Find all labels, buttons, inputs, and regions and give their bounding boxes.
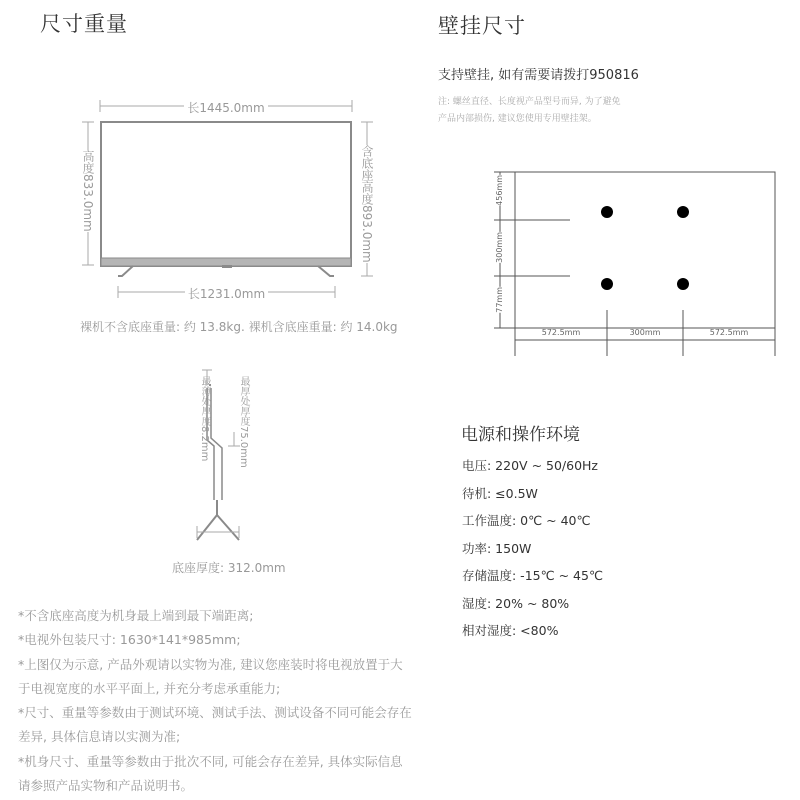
spec-voltage: 电压: 220V ~ 50/60Hz [462,458,598,473]
tv-foot-left [118,266,133,276]
tv-front-outline [101,122,351,266]
spec-operating-temp: 工作温度: 0℃ ~ 40℃ [462,513,591,528]
note-line: *上图仅为示意, 产品外观请以实物为准, 建议您座装时将电视放置于大 [18,656,403,672]
note-line: 请参照产品实物和产品说明书。 [18,778,194,794]
mount-vertical-label: 300mm [495,232,504,263]
height-with-base-label: 含底座高度893.0mm [360,145,374,263]
tv-foot-right [318,266,334,276]
weight-text: 裸机不含底座重量: 约 13.8kg. 裸机含底座重量: 约 14.0kg [80,320,398,334]
power-spec-list [462,456,603,649]
size-section-title: 尺寸重量 [40,12,128,36]
mount-vertical-label: 77mm [495,287,504,313]
wall-mount-note-line: 注: 螺丝直径、长度视产品型号而异, 为了避免 [438,97,621,107]
mount-horizontal-label: 572.5mm [541,328,581,337]
note-line: 差异, 具体信息请以实测为准; [18,729,181,745]
base-depth-label: 底座厚度: 312.0mm [172,561,286,575]
top-thickness-label: 最薄处厚度8.2mm [199,376,210,462]
mount-hole [601,278,613,290]
spec-power: 功率: 150W [462,540,532,556]
spec-humidity: 湿度: 20% ~ 80% [462,595,570,611]
spec-storage-temp: 存储温度: -15℃ ~ 45℃ [462,568,604,583]
note-line: *机身尺寸、重量等参数由于批次不同, 可能会存在差异, 具体实际信息 [18,753,403,769]
mount-hole [677,278,689,290]
base-width-label: 长1231.0mm [185,287,268,301]
mount-hole [677,206,689,218]
spec-standby: 待机: ≤0.5W [462,485,538,501]
note-line: 于电视宽度的水平平面上, 并充分考虑承重能力; [18,680,281,696]
note-line: *尺寸、重量等参数由于测试环境、测试手法、测试设备不同可能会存在 [18,705,412,721]
wall-mount-title: 壁挂尺寸 [438,14,526,38]
mount-horizontal-label: 572.5mm [709,328,749,337]
mount-horizontal-label: 300mm [629,328,661,337]
note-line: *不含底座高度为机身最上端到最下端距离; [18,608,254,623]
mount-panel-outline [515,172,775,328]
height-label: 高度833.0mm [81,150,95,232]
power-title: 电源和操作环境 [461,425,580,445]
bottom-thickness-label: 最厚处厚度75.0mm [238,376,249,468]
spec-relative-humidity: 相对湿度: <80% [462,623,559,638]
mount-vertical-label: 456mm [495,175,504,206]
notes-list [18,606,412,800]
note-line: *电视外包装尺寸: 1630*141*985mm; [18,632,241,648]
tv-bottom-bezel [101,258,351,266]
wall-mount-note-line: 产品内部损伤, 建议您使用专用壁挂架。 [438,114,597,124]
wall-mount-note [438,94,621,128]
mount-hole [601,206,613,218]
wall-mount-subtitle: 支持壁挂, 如有需要请拨打950816 [438,68,639,83]
tv-side-stand [197,500,239,540]
width-label: 长1445.0mm [184,101,267,115]
